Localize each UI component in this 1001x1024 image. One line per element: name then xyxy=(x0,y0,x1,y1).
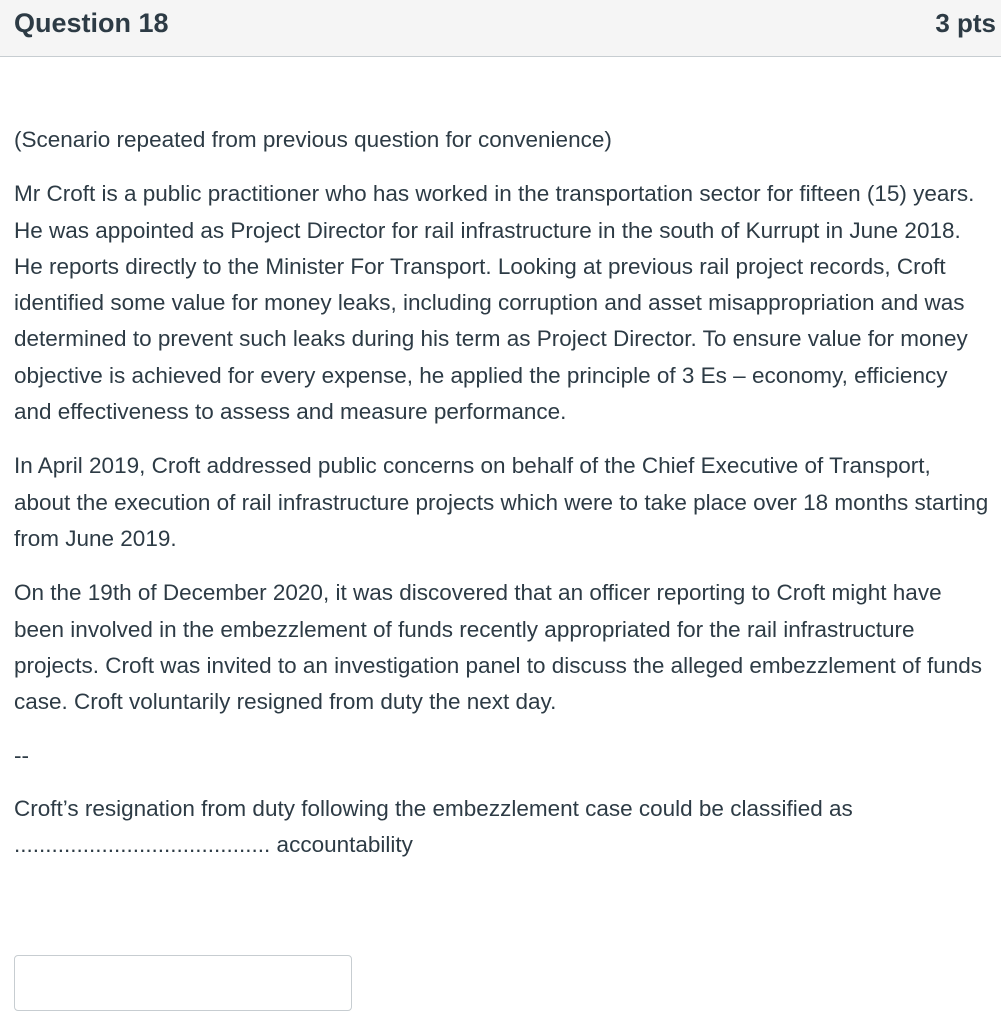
scenario-paragraph-3: On the 19th of December 2020, it was discovered that an officer reporting to Croft might have been involved in the embezzlement of funds recently appropriated for the rail infrastructure projects. Croft was invited to an investigation panel to discuss the alleged embezzlement of funds case. Croft voluntarily resigned from duty the next day. xyxy=(14,580,983,715)
question-title: Question 18 xyxy=(14,8,169,38)
answer-input[interactable] xyxy=(14,955,352,1011)
scenario-paragraph-1: Mr Croft is a public practitioner who has worked in the transportation sector for fifteen (15) years. He was appointed as Project Director for rail infrastructure in the south of Kurrupt in June 2018. He reports directly to the Minister For Transport. Looking at previous rail project records, Croft identified some value for money leaks, including corruption and asset misappropriation and was determined to prevent such leaks during his term as Project Director. To ensure value for money objective is achieved for every expense, he applied the principle of 3 Es – economy, efficiency and effectiveness to assess and measure performance. xyxy=(14,181,975,425)
question-points: 3 pts xyxy=(935,8,996,38)
scenario-note: (Scenario repeated from previous question for convenience) xyxy=(14,127,612,152)
question-text xyxy=(14,122,989,881)
question-header xyxy=(0,0,1001,57)
separator: -- xyxy=(14,743,29,769)
scenario-paragraph-2: In April 2019, Croft addressed public concerns on behalf of the Chief Executive of Transport, about the execution of rail infrastructure projects which were to take place over 18 months starting from June 2019. xyxy=(14,453,989,551)
question-prompt: Croft’s resignation from duty following the embezzlement case could be classified as ......................................... accountability xyxy=(14,795,853,858)
